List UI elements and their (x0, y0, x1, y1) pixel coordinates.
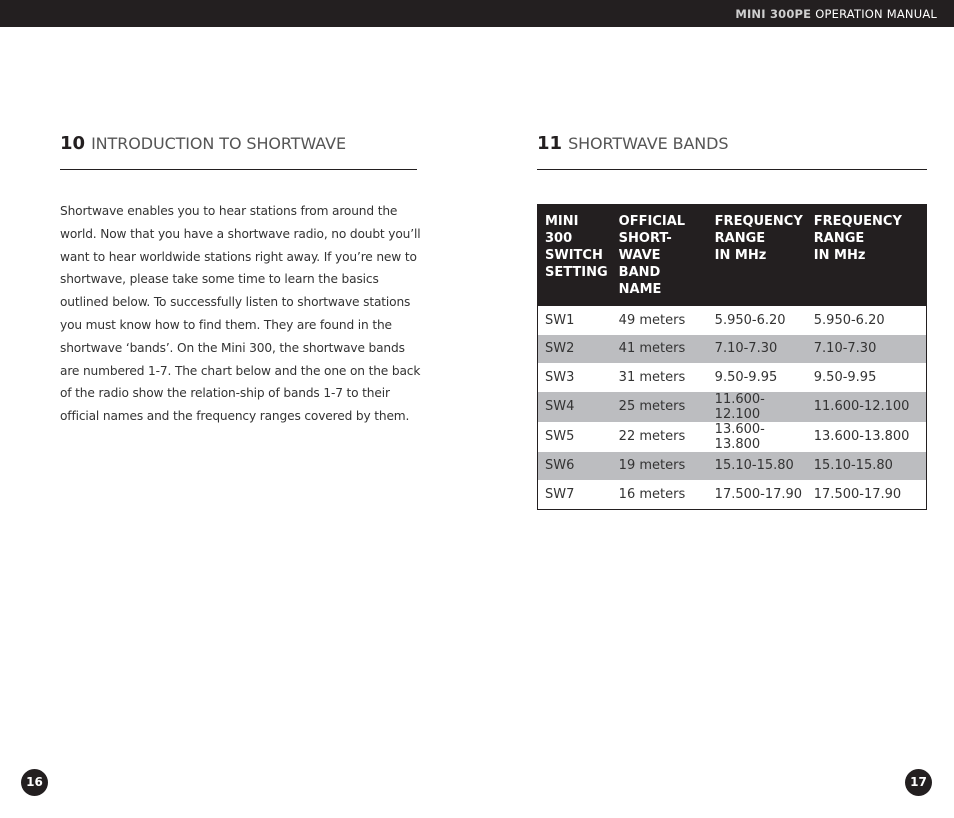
cell-frequency: 15.10-15.80 (807, 452, 927, 481)
cell-frequency: 17.500-17.90 (813, 486, 902, 502)
table-row (538, 363, 927, 392)
cell-frequency: 9.50-9.95 (714, 369, 778, 385)
cell-frequency: 5.950-6.20 (714, 312, 786, 328)
intro-paragraph: Shortwave enables you to hear stations from around the world. Now that you have a shortwave radio, no doubt you’ll want to hear worldwide stations right away. If you’re new to shortwave, please take some time to learn the basics outlined below. To successfully listen to shortwave stations you must know how to find them. They are found in the shortwave ‘bands’. On the Mini 300, the shortwave bands are numbered 1-7. The chart below and the one on the back of the radio show the relation-ship of bands 1-7 to their official names and the frequency ranges covered by them. (60, 204, 421, 424)
section-10-heading (60, 133, 346, 154)
manual-title (735, 7, 937, 21)
section-number: 11 (537, 133, 563, 154)
table-row (538, 480, 927, 509)
section-number: 10 (60, 133, 86, 154)
cell-band: 19 meters (612, 452, 708, 481)
cell-band: 41 meters (612, 335, 708, 364)
page-number-left: 16 (21, 769, 48, 796)
table-row (538, 422, 927, 452)
cell-frequency: 13.600-13.800 (813, 429, 910, 444)
cell-switch: SW6 (538, 452, 612, 481)
model-name: MINI 300PE (735, 7, 812, 21)
cell-frequency: 13.600-13.800 (714, 421, 765, 452)
cell-band: 25 meters (612, 392, 708, 422)
cell-switch: SW3 (545, 369, 575, 385)
section-11-heading (537, 133, 728, 154)
page-number-right: 17 (905, 769, 932, 796)
cell-switch: SW2 (538, 335, 612, 364)
header-frequency-range: FREQUENCY RANGE IN MHz (807, 205, 927, 307)
shortwave-bands-table (537, 204, 927, 510)
cell-switch: SW5 (545, 429, 575, 444)
header-bar (0, 0, 954, 27)
cell-switch: SW7 (545, 486, 575, 502)
table-row (538, 335, 927, 364)
cell-frequency: 9.50-9.95 (813, 369, 877, 385)
section-title: SHORTWAVE BANDS (568, 134, 729, 153)
header-switch-setting: MINI 300 SWITCH SETTING (538, 205, 612, 307)
cell-frequency: 15.10-15.80 (708, 452, 807, 481)
cell-switch: SW4 (538, 392, 612, 422)
table-row (538, 392, 927, 422)
table-header-row (538, 205, 927, 307)
header-frequency-range: FREQUENCY RANGE IN MHz (708, 205, 807, 307)
cell-switch: SW1 (545, 312, 575, 328)
cell-frequency: 11.600-12.100 (807, 392, 927, 422)
cell-frequency: 17.500-17.90 (714, 486, 803, 502)
cell-frequency: 7.10-7.30 (807, 335, 927, 364)
cell-band: 31 meters (618, 369, 686, 385)
section-divider (60, 169, 417, 170)
cell-frequency: 5.950-6.20 (813, 312, 885, 328)
table-row (538, 306, 927, 335)
section-title: INTRODUCTION TO SHORTWAVE (91, 134, 346, 153)
manual-subtitle: OPERATION MANUAL (815, 7, 937, 21)
cell-band: 16 meters (618, 486, 686, 502)
cell-band: 49 meters (618, 312, 686, 328)
table-row (538, 452, 927, 481)
section-divider (537, 169, 927, 170)
cell-frequency: 7.10-7.30 (708, 335, 807, 364)
cell-frequency: 11.600-12.100 (708, 392, 807, 422)
header-band-name: OFFICIAL SHORT-WAVE BAND NAME (612, 205, 708, 307)
cell-band: 22 meters (618, 429, 686, 444)
